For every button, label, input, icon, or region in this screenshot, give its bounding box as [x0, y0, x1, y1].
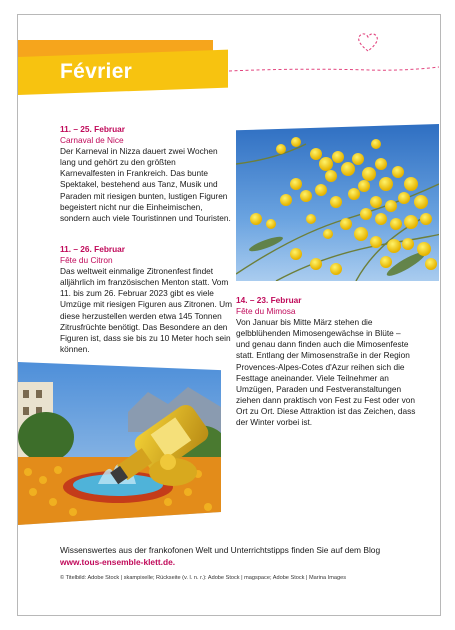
event-name: Carnaval de Nice [60, 135, 124, 146]
event-date: 14. – 23. Februar [236, 295, 302, 305]
event-name: Fête du Citron [60, 255, 113, 266]
event-description: Der Karneval in Nizza dauert zwei Wochen lang und gehört zu den größten Karnevalfesten in Frankreich. Das bunte Spektakel, bestehend aus Tanz, Musik und Paraden mit riesigen bunten, lustigen Figuren begeistert nicht nur die Einheimischen, sondern auch viele Touristinnen und Touristen. [60, 146, 231, 223]
dashed-line-decoration [229, 63, 439, 75]
event-date: 11. – 26. Februar [60, 244, 126, 254]
blog-link-suffix: . [172, 556, 176, 567]
footer-blog-note [60, 545, 430, 568]
blog-link[interactable]: www.tous-ensemble-klett.de [60, 556, 173, 567]
event-date: 11. – 25. Februar [60, 124, 126, 134]
footer-text: Wissenswertes aus der frankofonen Welt und Unterrichtstipps finden Sie auf dem Blog [60, 545, 381, 555]
mimosa-photo [236, 124, 439, 281]
photo-credit: © Titelbild: Adobe Stock | skampixelle; Rückseite (v. l. n. r.): Adobe Stock | magspace; Adobe Stock | Marina Images [60, 575, 347, 581]
event-description: Das weltweit einmalige Zitronenfest findet alljährlich im französischen Menton statt. Vom 11. bis zum 26. Februar 2023 gibt es viele Umzüge mit riesigen Figuren aus Zitronen. Um diese herzustellen werden etwa 145 Tonnen Zitrusfrüchte benötigt. Das Besondere an den Figuren ist, dass sie bis zu 10 Meter hoch sein können. [60, 266, 232, 354]
event-description: Von Januar bis Mitte März stehen die gelbblühenden Mimosengewächse in Blüte – und genau dann finden auch die Mimosenfeste statt. Entlang der Mimosenstraße in der Region Provences-Alpes-Cotes d'Azur reihen sich die Festtage aneinander. Viele Teilnehmer an Umzügen, Paraden und Festveranstaltungen ziehen dann praktisch von Fest zu Fest oder von Ort zu Ort. Diese Attraktion ist das Zeichen, dass der Winter vorbei ist. [236, 317, 416, 428]
event-name: Fête du Mimosa [236, 306, 296, 317]
month-title: Février [60, 60, 133, 83]
lemon-festival-photo [18, 362, 221, 525]
event-fete-du-mimosa [236, 295, 416, 428]
heart-icon [355, 30, 381, 54]
event-fete-du-citron [60, 244, 232, 355]
event-carnaval-de-nice [60, 124, 232, 224]
